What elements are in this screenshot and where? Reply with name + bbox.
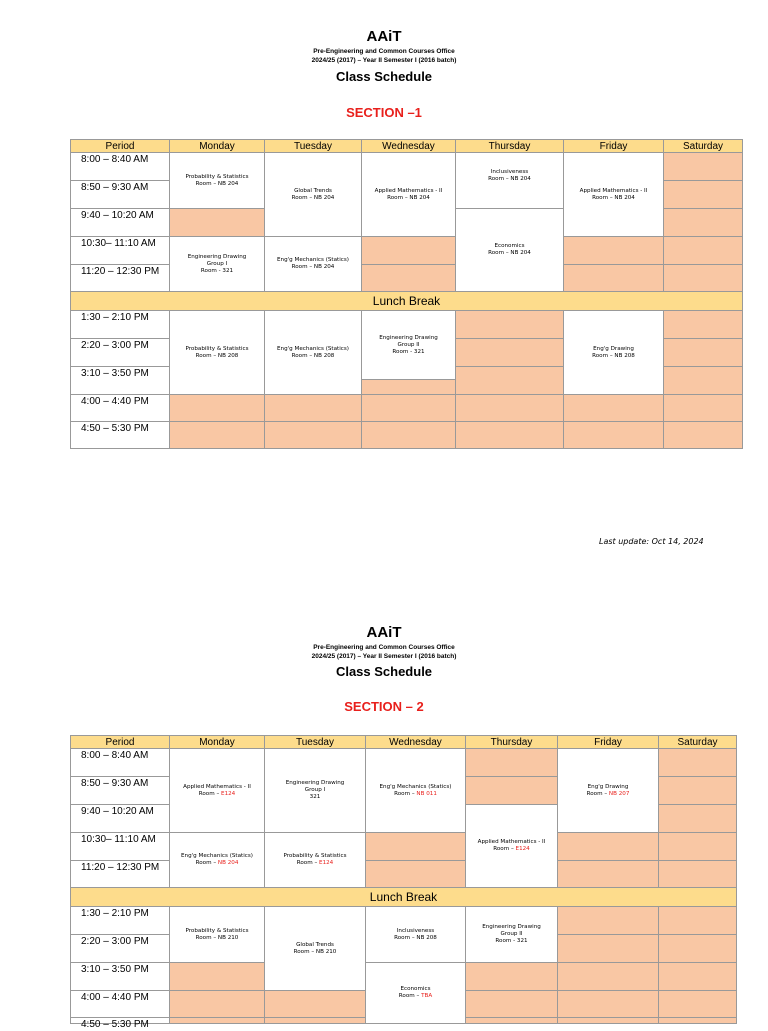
free-slot [663,180,743,209]
free-slot [169,1017,265,1024]
period-cell: 4:50 – 5:30 PM [70,1017,170,1024]
lunch-break-row: Lunch Break [70,887,737,907]
institution-title: AAiT [366,28,402,45]
period-cell: 3:10 – 3:50 PM [70,366,170,395]
free-slot [455,421,564,449]
free-slot [455,310,564,339]
term-label: 2024/25 (2017) – Year II Semester I (2016 batch) [311,653,457,660]
period-cell: 1:30 – 2:10 PM [70,906,170,935]
col-header-monday: Monday [169,735,265,749]
period-cell: 8:50 – 9:30 AM [70,776,170,805]
office-name: Pre-Engineering and Common Courses Office [313,644,455,651]
period-cell: 9:40 – 10:20 AM [70,804,170,833]
col-header-monday: Monday [169,139,265,153]
period-cell: 3:10 – 3:50 PM [70,962,170,991]
period-cell: 8:00 – 8:40 AM [70,152,170,181]
free-slot [563,421,664,449]
free-slot [663,394,743,422]
period-cell: 8:50 – 9:30 AM [70,180,170,209]
free-slot [663,208,743,237]
section-title: SECTION –1 [346,105,422,120]
col-header-friday: Friday [557,735,659,749]
free-slot [455,394,564,422]
free-slot [658,860,737,888]
class-cell: Probability & Statistics Room – E124 [264,832,366,888]
free-slot [663,152,743,181]
col-header-tuesday: Tuesday [264,735,366,749]
period-cell: 11:20 – 12:30 PM [70,264,170,292]
free-slot [563,264,664,292]
free-slot [658,990,737,1018]
class-cell: Global Trends Room – NB 210 [264,906,366,991]
class-cell: Probability & Statistics Room – NB 210 [169,906,265,963]
free-slot [658,832,737,861]
schedule-title: Class Schedule [335,664,433,679]
term-label: 2024/25 (2017) – Year II Semester I (2016 batch) [311,57,457,64]
free-slot [663,421,743,449]
col-header-saturday: Saturday [663,139,743,153]
free-slot [361,421,456,449]
free-slot [663,310,743,339]
free-slot [658,804,737,833]
free-slot [465,990,558,1018]
free-slot [563,236,664,265]
free-slot [663,338,743,367]
free-slot [264,1017,366,1024]
period-cell: 9:40 – 10:20 AM [70,208,170,237]
col-header-wednesday: Wednesday [361,139,456,153]
col-header-wednesday: Wednesday [365,735,466,749]
office-name: Pre-Engineering and Common Courses Office [313,48,455,55]
class-cell: Engineering Drawing Group I Room - 321 [169,236,265,292]
period-cell: 2:20 – 3:00 PM [70,934,170,963]
free-slot [365,860,466,888]
period-cell: 4:50 – 5:30 PM [70,421,170,449]
free-slot [169,962,265,991]
col-header-saturday: Saturday [658,735,737,749]
free-slot [455,338,564,367]
class-cell: Applied Mathematics - II Room – E124 [169,748,265,833]
class-cell: Eng'g Mechanics (Statics) Room – NB 208 [264,310,362,395]
class-cell: Eng'g Mechanics (Statics) Room – NB 204 [169,832,265,888]
col-header-thursday: Thursday [465,735,558,749]
period-cell: 4:00 – 4:40 PM [70,394,170,422]
class-cell: Engineering Drawing Group II Room - 321 [465,906,558,963]
class-cell: Eng'g Mechanics (Statics) Room – NB 204 [264,236,362,292]
col-header-period: Period [70,139,170,153]
free-slot [465,776,558,805]
class-cell: Global Trends Room – NB 204 [264,152,362,237]
free-slot [465,1017,558,1024]
free-slot [264,394,362,422]
class-cell: Engineering Drawing Group I 321 [264,748,366,833]
free-slot [365,832,466,861]
free-slot [658,934,737,963]
class-cell: Inclusiveness Room – NB 208 [365,906,466,963]
free-slot [563,394,664,422]
free-slot [658,906,737,935]
free-slot [557,990,659,1018]
section-title: SECTION – 2 [344,699,424,714]
free-slot [465,962,558,991]
period-cell: 2:20 – 3:00 PM [70,338,170,367]
schedule-title: Class Schedule [335,69,433,84]
period-cell: 10:30– 11:10 AM [70,832,170,861]
class-cell: Economics Room – NB 204 [455,208,564,292]
class-cell: Inclusiveness Room – NB 204 [455,152,564,209]
class-cell: Applied Mathematics - II Room – NB 204 [563,152,664,237]
lunch-break-row: Lunch Break [70,291,743,311]
class-cell: Eng'g Drawing Room – NB 207 [557,748,659,833]
free-slot [663,366,743,395]
free-slot [658,776,737,805]
class-cell: Applied Mathematics - II Room – E124 [465,804,558,888]
free-slot [658,748,737,777]
free-slot [169,208,265,237]
class-cell: Eng'g Drawing Room – NB 208 [563,310,664,395]
free-slot [557,1017,659,1024]
col-header-thursday: Thursday [455,139,564,153]
free-slot [169,421,265,449]
class-cell: Probability & Statistics Room – NB 204 [169,152,265,209]
period-cell: 11:20 – 12:30 PM [70,860,170,888]
free-slot [169,990,265,1018]
free-slot [557,906,659,935]
col-header-period: Period [70,735,170,749]
free-slot [557,832,659,861]
free-slot [658,962,737,991]
class-cell: Probability & Statistics Room – NB 208 [169,310,265,395]
free-slot [361,379,456,395]
last-update-note: Last update: Oct 14, 2024 [599,537,704,546]
free-slot [557,860,659,888]
free-slot [557,934,659,963]
free-slot [264,421,362,449]
class-cell: Economics Room – TBA [365,962,466,1024]
col-header-friday: Friday [563,139,664,153]
free-slot [361,394,456,422]
free-slot [663,264,743,292]
free-slot [169,394,265,422]
free-slot [361,264,456,292]
free-slot [663,236,743,265]
institution-title: AAiT [366,624,402,641]
period-cell: 4:00 – 4:40 PM [70,990,170,1018]
class-cell: Applied Mathematics - II Room – NB 204 [361,152,456,237]
period-cell: 10:30– 11:10 AM [70,236,170,265]
free-slot [455,366,564,395]
free-slot [361,236,456,265]
period-cell: 1:30 – 2:10 PM [70,310,170,339]
period-cell: 8:00 – 8:40 AM [70,748,170,777]
col-header-tuesday: Tuesday [264,139,362,153]
class-cell: Eng'g Mechanics (Statics) Room – NB 011 [365,748,466,833]
free-slot [557,962,659,991]
free-slot [658,1017,737,1024]
free-slot [264,990,366,1018]
class-cell: Engineering Drawing Group II Room - 321 [361,310,456,380]
free-slot [465,748,558,777]
